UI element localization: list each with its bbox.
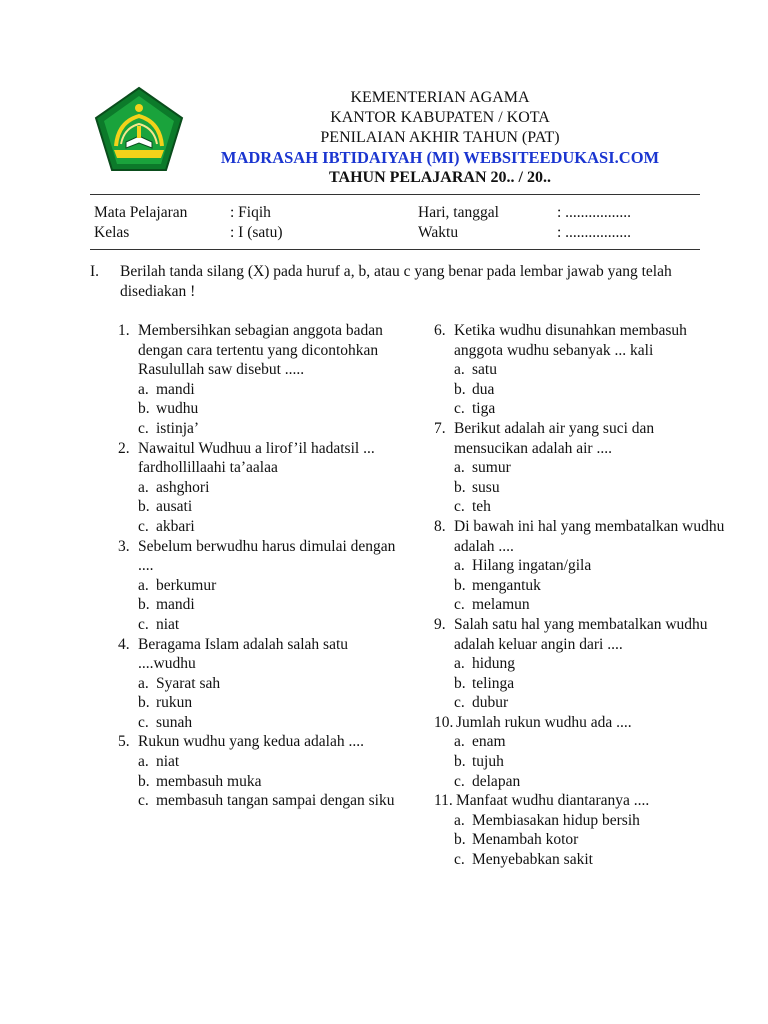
answer-option (434, 497, 729, 517)
question-item (118, 537, 408, 576)
option-text: berkumur (156, 576, 217, 594)
questions-left-column (118, 321, 408, 811)
question-text: Berikut adalah air yang suci dan mensucikan adalah air .... (454, 419, 655, 457)
answer-option (434, 595, 729, 615)
option-text: membasuh muka (156, 772, 262, 790)
question-number: 3. (118, 537, 130, 555)
option-text: Syarat sah (156, 674, 221, 692)
option-text: istinja’ (156, 419, 200, 437)
option-letter: a. (138, 478, 149, 496)
question-number: 11. (434, 792, 453, 810)
question-number: 2. (118, 439, 130, 457)
question-text: Sebelum berwudhu harus dimulai dengan .... (138, 537, 396, 575)
question-item (118, 732, 408, 752)
question-item (434, 517, 729, 556)
question-item (434, 713, 729, 733)
option-text: wudhu (156, 400, 199, 418)
option-text: mandi (156, 596, 195, 614)
answer-option (434, 772, 729, 792)
answer-option (118, 693, 408, 713)
question-number: 4. (118, 635, 130, 653)
answer-option (118, 615, 408, 635)
option-letter: b. (138, 694, 150, 712)
option-text: enam (472, 733, 506, 751)
answer-option (434, 654, 729, 674)
option-letter: b. (454, 753, 466, 771)
answer-option (434, 556, 729, 576)
option-text: melamun (472, 596, 530, 614)
option-letter: b. (138, 498, 150, 516)
answer-option (434, 811, 729, 831)
option-letter: c. (138, 792, 149, 810)
answer-option (118, 791, 408, 811)
subject-label: Mata Pelajaran (94, 204, 188, 221)
answer-option (434, 478, 729, 498)
section-instruction: Berilah tanda silang (X) pada huruf a, b, atau c yang benar pada lembar jawab yang telah disediakan ! (120, 263, 672, 300)
option-letter: b. (138, 596, 150, 614)
answer-option (118, 595, 408, 615)
question-item (434, 615, 729, 654)
time-label: Waktu (418, 224, 459, 241)
question-number: 10. (434, 713, 454, 731)
option-text: teh (472, 498, 491, 516)
option-letter: c. (454, 596, 465, 614)
option-letter: a. (454, 459, 465, 477)
question-item (434, 321, 729, 360)
question-text: Ketika wudhu disunahkan membasuh anggota wudhu sebanyak ... kali (454, 322, 687, 359)
answer-option (118, 399, 408, 419)
option-letter: b. (454, 576, 466, 594)
option-text: sunah (156, 713, 193, 731)
option-letter: a. (454, 655, 465, 673)
question-item (434, 791, 729, 811)
questions-right-column (434, 321, 729, 870)
answer-option (434, 752, 729, 772)
answer-option (118, 517, 408, 537)
option-letter: c. (138, 713, 149, 731)
option-letter: c. (138, 419, 149, 437)
option-letter: b. (138, 400, 150, 418)
option-letter: b. (138, 772, 150, 790)
question-item (118, 635, 408, 674)
option-text: Menyebabkan sakit (472, 851, 593, 869)
option-letter: c. (454, 694, 465, 712)
option-text: niat (156, 753, 180, 771)
answer-option (118, 772, 408, 792)
day-date-label: Hari, tanggal (418, 204, 499, 221)
section-number: I. (90, 263, 100, 280)
kementerian-agama-logo (94, 86, 184, 172)
option-text: Membiasakan hidup bersih (472, 811, 640, 829)
option-letter: b. (454, 478, 466, 496)
day-date-value: : ................. (557, 204, 632, 221)
subject-value: : Fiqih (230, 204, 271, 221)
answer-option (434, 693, 729, 713)
question-number: 6. (434, 322, 446, 339)
class-label: Kelas (94, 224, 130, 241)
option-letter: a. (454, 733, 465, 751)
answer-option (434, 576, 729, 596)
answer-option (434, 380, 729, 400)
info-divider (90, 249, 700, 250)
question-number: 7. (434, 419, 446, 437)
ministry-title: KEMENTERIAN AGAMA (350, 89, 530, 106)
option-letter: b. (454, 380, 466, 398)
option-letter: a. (138, 674, 149, 692)
office-title: KANTOR KABUPATEN / KOTA (330, 109, 550, 126)
question-item (434, 419, 729, 458)
question-text: Jumlah rukun wudhu ada .... (456, 713, 632, 731)
school-name: MADRASAH IBTIDAIYAH (MI) WEBSITEEDUKASI.COM (220, 148, 660, 167)
option-letter: a. (138, 753, 149, 771)
question-number: 5. (118, 733, 130, 751)
option-text: niat (156, 615, 180, 633)
option-text: dua (472, 380, 495, 398)
option-letter: c. (454, 772, 465, 790)
option-text: susu (472, 478, 500, 496)
answer-option (434, 674, 729, 694)
answer-option (434, 830, 729, 850)
question-number: 8. (434, 517, 446, 535)
question-text: Manfaat wudhu diantaranya .... (456, 792, 650, 810)
option-text: mandi (156, 380, 195, 398)
question-number: 9. (434, 615, 446, 633)
answer-option (434, 399, 729, 419)
answer-option (118, 713, 408, 733)
answer-option (118, 380, 408, 400)
option-text: dubur (472, 694, 509, 712)
option-text: hidung (472, 655, 516, 673)
option-letter: c. (138, 517, 149, 535)
answer-option (434, 850, 729, 870)
question-text: Salah satu hal yang membatalkan wudhu adalah keluar angin dari .... (454, 615, 708, 653)
answer-option (434, 360, 729, 380)
option-letter: a. (454, 811, 465, 829)
option-text: Menambah kotor (472, 831, 579, 849)
answer-option (434, 732, 729, 752)
question-text: Membersihkan sebagian anggota badan dengan cara tertentu yang dicontohkan Rasulullah saw disebut ..... (138, 322, 383, 379)
question-number: 1. (118, 322, 130, 339)
answer-option (118, 674, 408, 694)
academic-year: TAHUN PELAJARAN 20.. / 20.. (329, 169, 551, 186)
option-letter: b. (454, 674, 466, 692)
answer-option (118, 576, 408, 596)
option-letter: a. (454, 557, 465, 575)
option-text: ausati (156, 498, 193, 516)
option-text: ashghori (156, 478, 210, 496)
question-item (118, 321, 408, 380)
question-text: Di bawah ini hal yang membatalkan wudhu adalah .... (454, 517, 725, 555)
option-letter: a. (454, 361, 465, 379)
option-letter: c. (454, 400, 465, 418)
option-letter: c. (454, 498, 465, 516)
option-letter: a. (138, 576, 149, 594)
question-text: Beragama Islam adalah salah satu ....wudhu (138, 635, 349, 673)
option-text: rukun (156, 694, 193, 712)
option-text: mengantuk (472, 576, 541, 594)
answer-option (118, 419, 408, 439)
option-text: akbari (156, 517, 195, 535)
exam-title: PENILAIAN AKHIR TAHUN (PAT) (320, 129, 560, 146)
option-letter: a. (138, 380, 149, 398)
option-text: tujuh (472, 753, 504, 771)
answer-option (118, 752, 408, 772)
option-letter: c. (138, 615, 149, 633)
option-text: tiga (472, 400, 496, 418)
option-text: satu (472, 361, 497, 379)
option-letter: c. (454, 851, 465, 869)
option-letter: b. (454, 831, 466, 849)
header-divider (90, 194, 700, 195)
question-text: Rukun wudhu yang kedua adalah .... (138, 733, 364, 751)
option-text: delapan (472, 772, 521, 790)
time-value: : ................. (557, 224, 632, 241)
class-value: : I (satu) (230, 224, 283, 241)
option-text: telinga (472, 674, 515, 692)
option-text: Hilang ingatan/gila (472, 557, 592, 575)
question-item (118, 439, 408, 478)
answer-option (118, 478, 408, 498)
option-text: sumur (472, 459, 511, 477)
answer-option (118, 497, 408, 517)
question-text: Nawaitul Wudhuu a lirof’il hadatsil ... fardhollillaahi ta’aalaa (138, 439, 375, 477)
answer-option (434, 458, 729, 478)
option-text: membasuh tangan sampai dengan siku (156, 792, 395, 810)
